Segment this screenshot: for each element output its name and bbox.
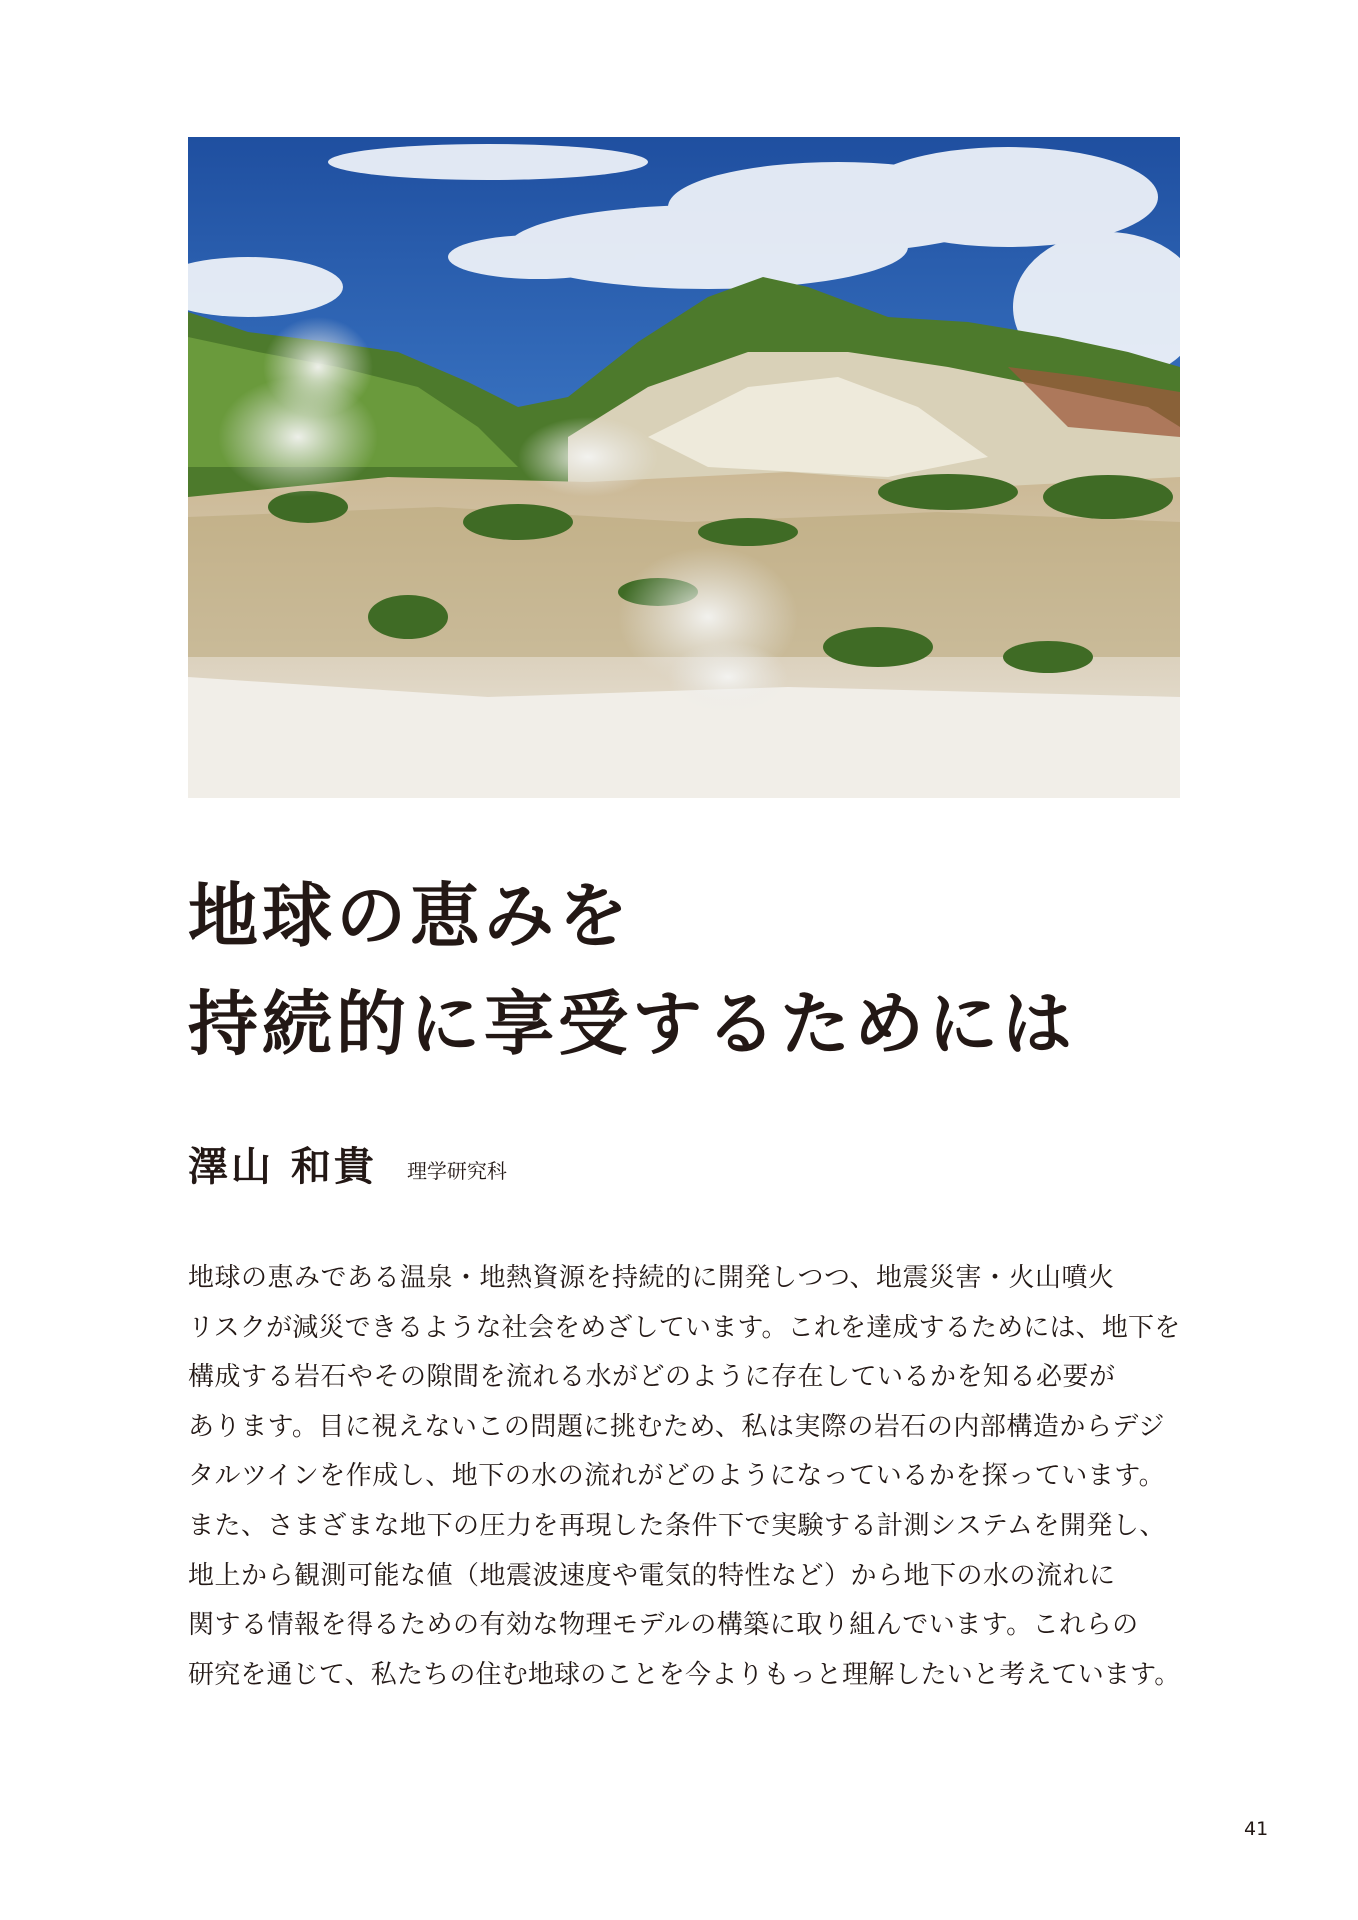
volcanic-landscape-photo xyxy=(188,137,1180,798)
author-affiliation: 理学研究科 xyxy=(406,1159,507,1183)
title-line-2: 持続的に享受するためには xyxy=(188,983,1076,1065)
title-line-1: 地球の恵みを xyxy=(188,875,632,957)
body-line: 地上から観測可能な値（地震波速度や電気的特性など）から地下の水の流れに xyxy=(188,1560,1116,1591)
page-number: 41 xyxy=(1244,1818,1269,1840)
page-title xyxy=(188,862,1178,1078)
byline xyxy=(188,1133,507,1193)
body-line: 地球の恵みである温泉・地熱資源を持続的に開発しつつ、地震災害・火山噴火 xyxy=(188,1263,1115,1293)
body-line: リスクが減災できるような社会をめざしています。これを達成するためには、地下を xyxy=(188,1312,1181,1343)
body-line: 研究を通じて、私たちの住む地球のことを今よりもっと理解したいと考えています。 xyxy=(188,1659,1181,1690)
body-line: タルツインを作成し、地下の水の流れがどのようになっているかを探っています。 xyxy=(188,1461,1166,1492)
body-line: また、さまざまな地下の圧力を再現した条件下で実験する計測システムを開発し、 xyxy=(188,1510,1166,1541)
body-line: 関する情報を得るための有効な物理モデルの構築に取り組んでいます。これらの xyxy=(188,1610,1139,1641)
body-line: 構成する岩石やその隙間を流れる水がどのように存在しているかを知る必要が xyxy=(188,1362,1116,1393)
body-paragraph xyxy=(188,1254,1180,1700)
author-name: 澤山 和貴 xyxy=(188,1144,377,1190)
body-line: あります。目に視えないこの問題に挑むため、私は実際の岩石の内部構造からデジ xyxy=(188,1411,1165,1442)
